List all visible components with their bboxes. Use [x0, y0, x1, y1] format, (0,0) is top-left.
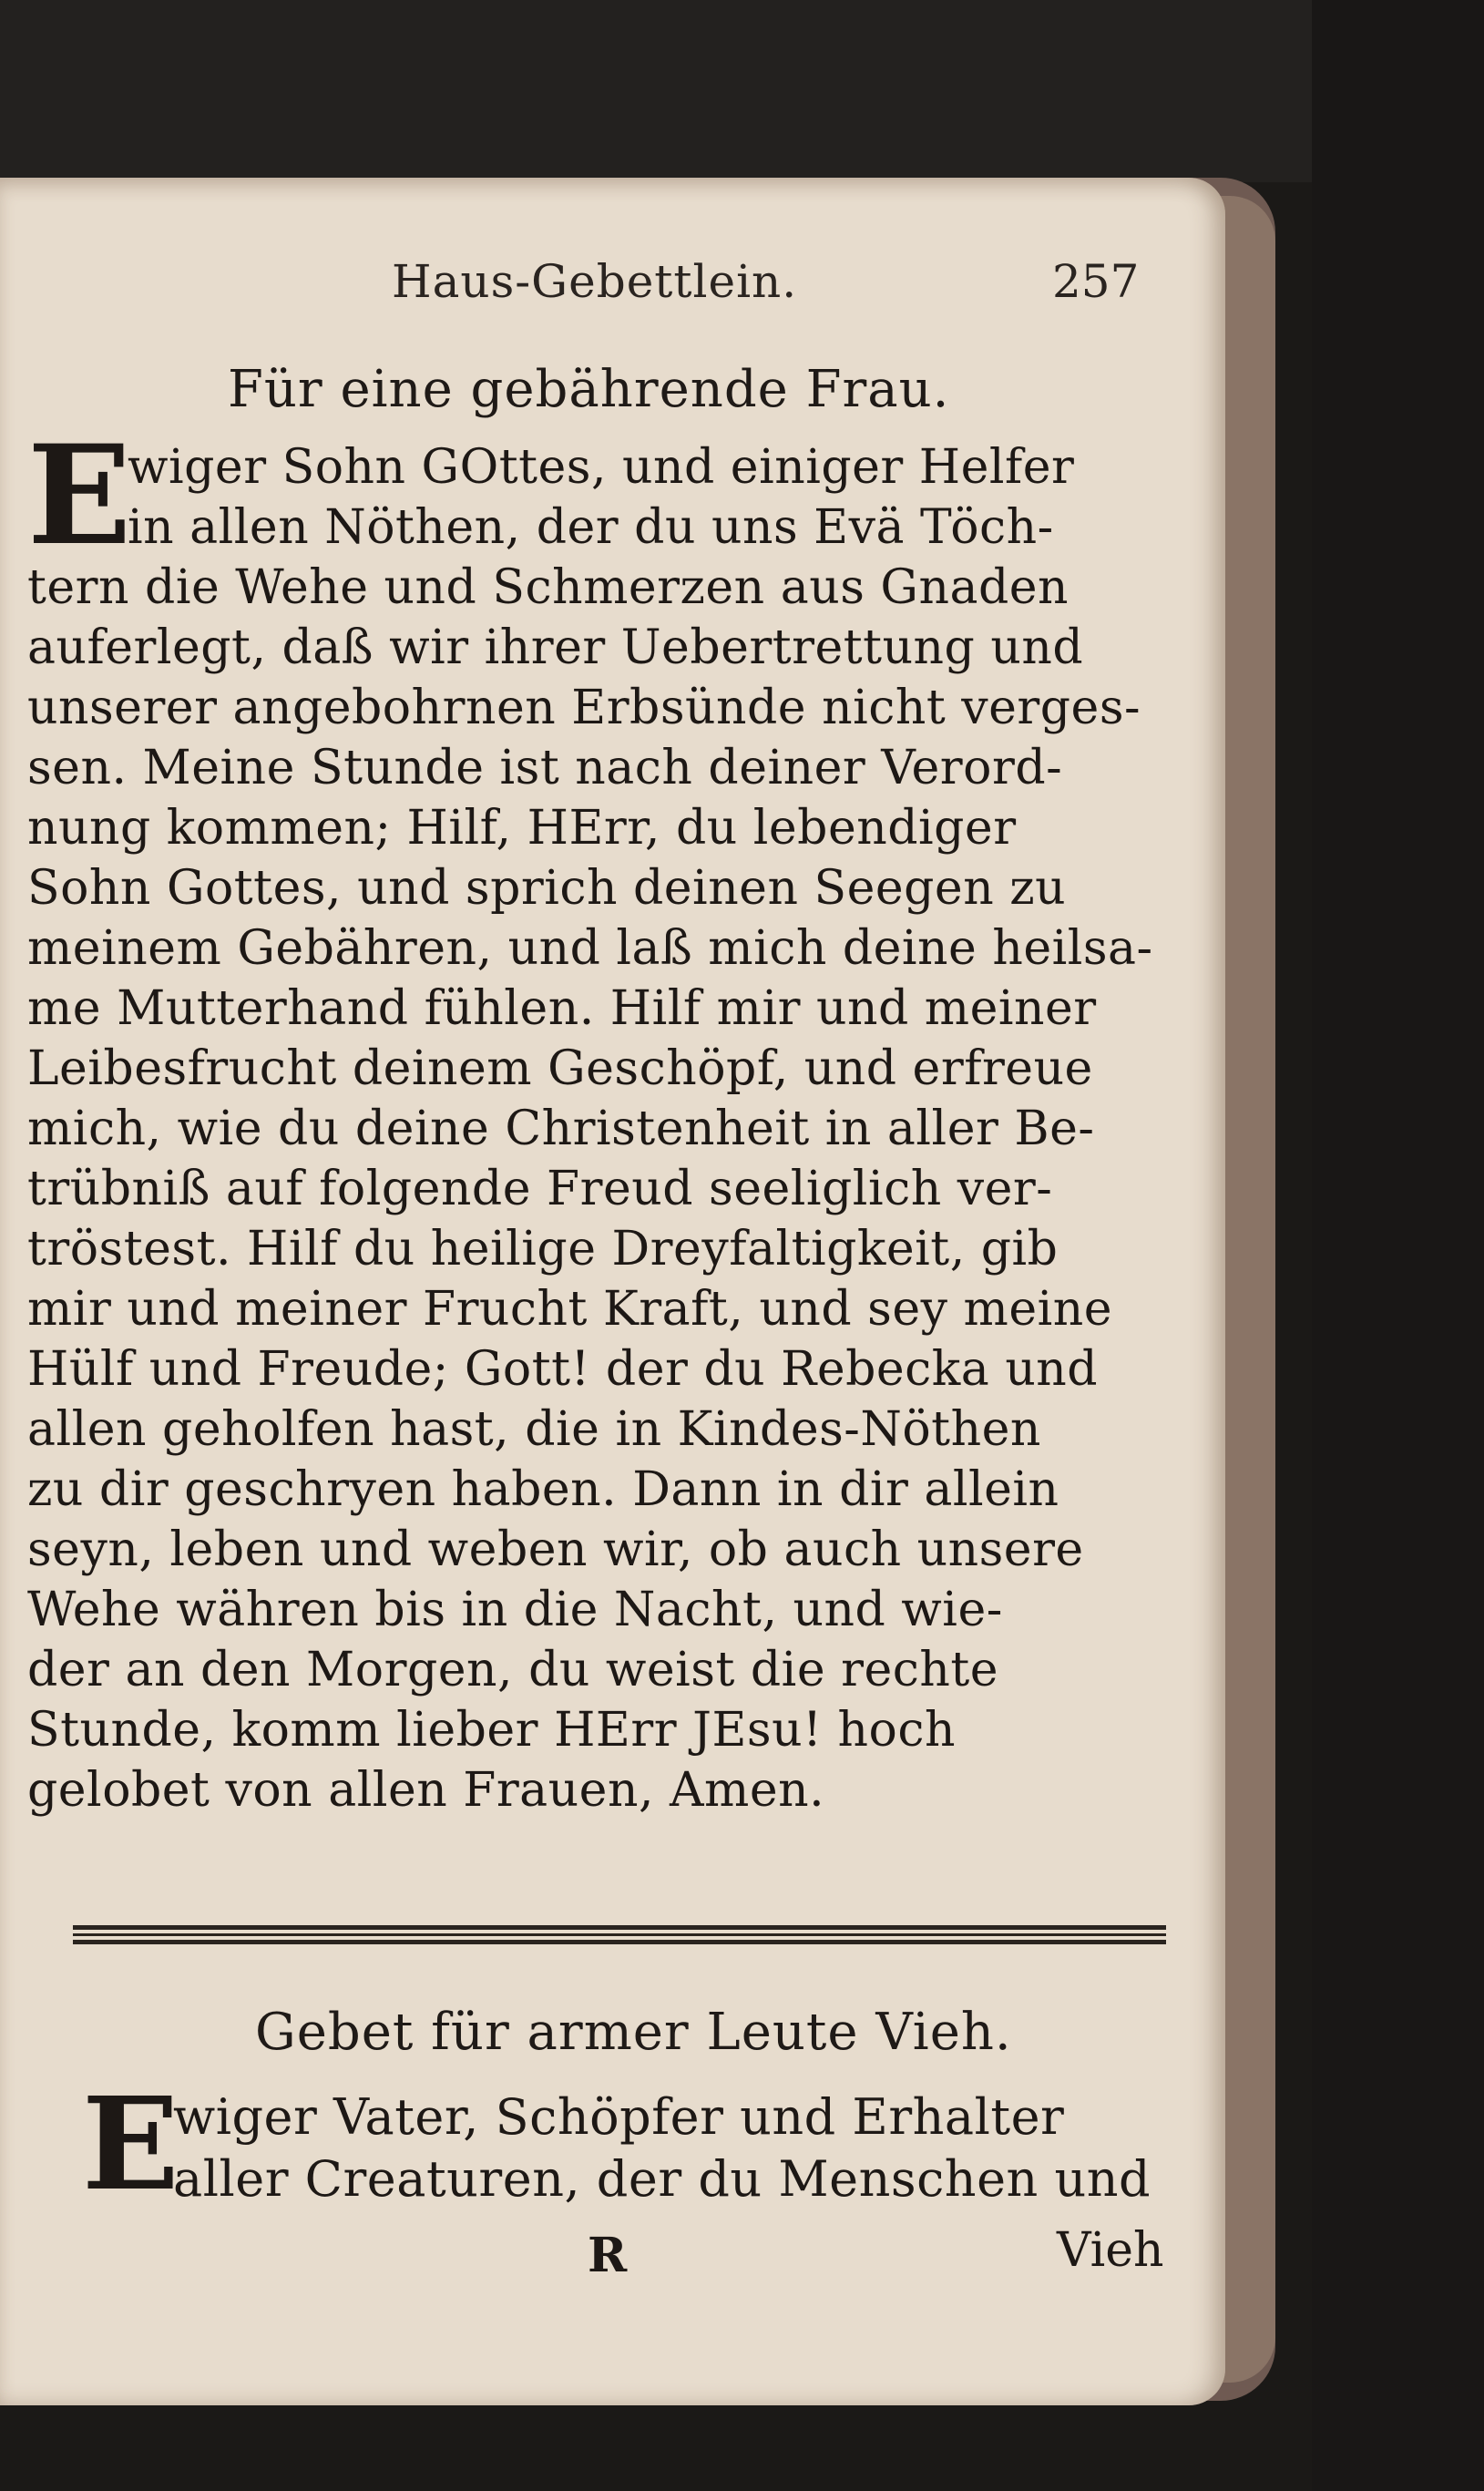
- text-line: wiger Vater, Schöpfer und Erhalter: [173, 2088, 1065, 2146]
- text-line: sen. Meine Stunde ist nach deiner Verord-: [27, 741, 1063, 795]
- catchword: Vieh: [1057, 2223, 1164, 2278]
- scan-background-right: [1312, 0, 1484, 2491]
- text-line: me Mutterhand fühlen. Hilf mir und meiner: [27, 981, 1097, 1036]
- drop-cap-2: E: [82, 2070, 179, 2219]
- text-line: mir und meiner Frucht Kraft, und sey meine: [27, 1282, 1112, 1337]
- text-line: gelobet von allen Frauen, Amen.: [27, 1763, 825, 1818]
- text-line: nung kommen; Hilf, HErr, du lebendiger: [27, 801, 1017, 856]
- running-head: Haus-Gebettlein.: [392, 255, 798, 308]
- text-line: aller Creaturen, der du Menschen und: [173, 2150, 1151, 2208]
- text-line: Stunde, komm lieber HErr JEsu! hoch: [27, 1703, 956, 1758]
- text-line: der an den Morgen, du weist die rechte: [27, 1643, 999, 1697]
- section-title-2: Gebet für armer Leute Vieh.: [255, 2003, 1012, 2062]
- text-line: wiger Sohn GOttes, und einiger Helfer: [128, 440, 1075, 495]
- text-line: Sohn Gottes, und sprich deinen Seegen zu: [27, 861, 1067, 916]
- text-line: auferlegt, daß wir ihrer Uebertrettung und: [27, 620, 1084, 675]
- text-line: in allen Nöthen, der du uns Evä Töch-: [128, 500, 1054, 555]
- text-line: Leibesfrucht deinem Geschöpf, und erfreue: [27, 1041, 1093, 1096]
- text-line: trübniß auf folgende Freud seeliglich ver-: [27, 1162, 1053, 1216]
- section-divider-rule: [73, 1925, 1166, 1945]
- scan-background-top: [0, 0, 1484, 182]
- signature-mark: R: [588, 2228, 628, 2283]
- text-line: mich, wie du deine Christenheit in aller Be-: [27, 1102, 1095, 1156]
- text-line: Hülf und Freude; Gott! der du Rebecka und: [27, 1342, 1099, 1397]
- section-title: Für eine gebährende Frau.: [228, 360, 950, 419]
- text-line: meinem Gebähren, und laß mich deine heilsa-: [27, 921, 1153, 976]
- text-line: seyn, leben und weben wir, ob auch unsere: [27, 1522, 1084, 1577]
- drop-cap: E: [27, 415, 132, 576]
- page-number: 257: [1052, 255, 1140, 308]
- text-line: tröstest. Hilf du heilige Dreyfaltigkeit, gib: [27, 1222, 1059, 1276]
- text-line: unserer angebohrnen Erbsünde nicht verges-: [27, 681, 1141, 735]
- text-line: Wehe währen bis in die Nacht, und wie-: [27, 1583, 1003, 1637]
- text-line: zu dir geschryen haben. Dann in dir allein: [27, 1462, 1059, 1517]
- text-line: tern die Wehe und Schmerzen aus Gnaden: [27, 560, 1069, 615]
- text-line: allen geholfen hast, die in Kindes-Nöthen: [27, 1402, 1041, 1457]
